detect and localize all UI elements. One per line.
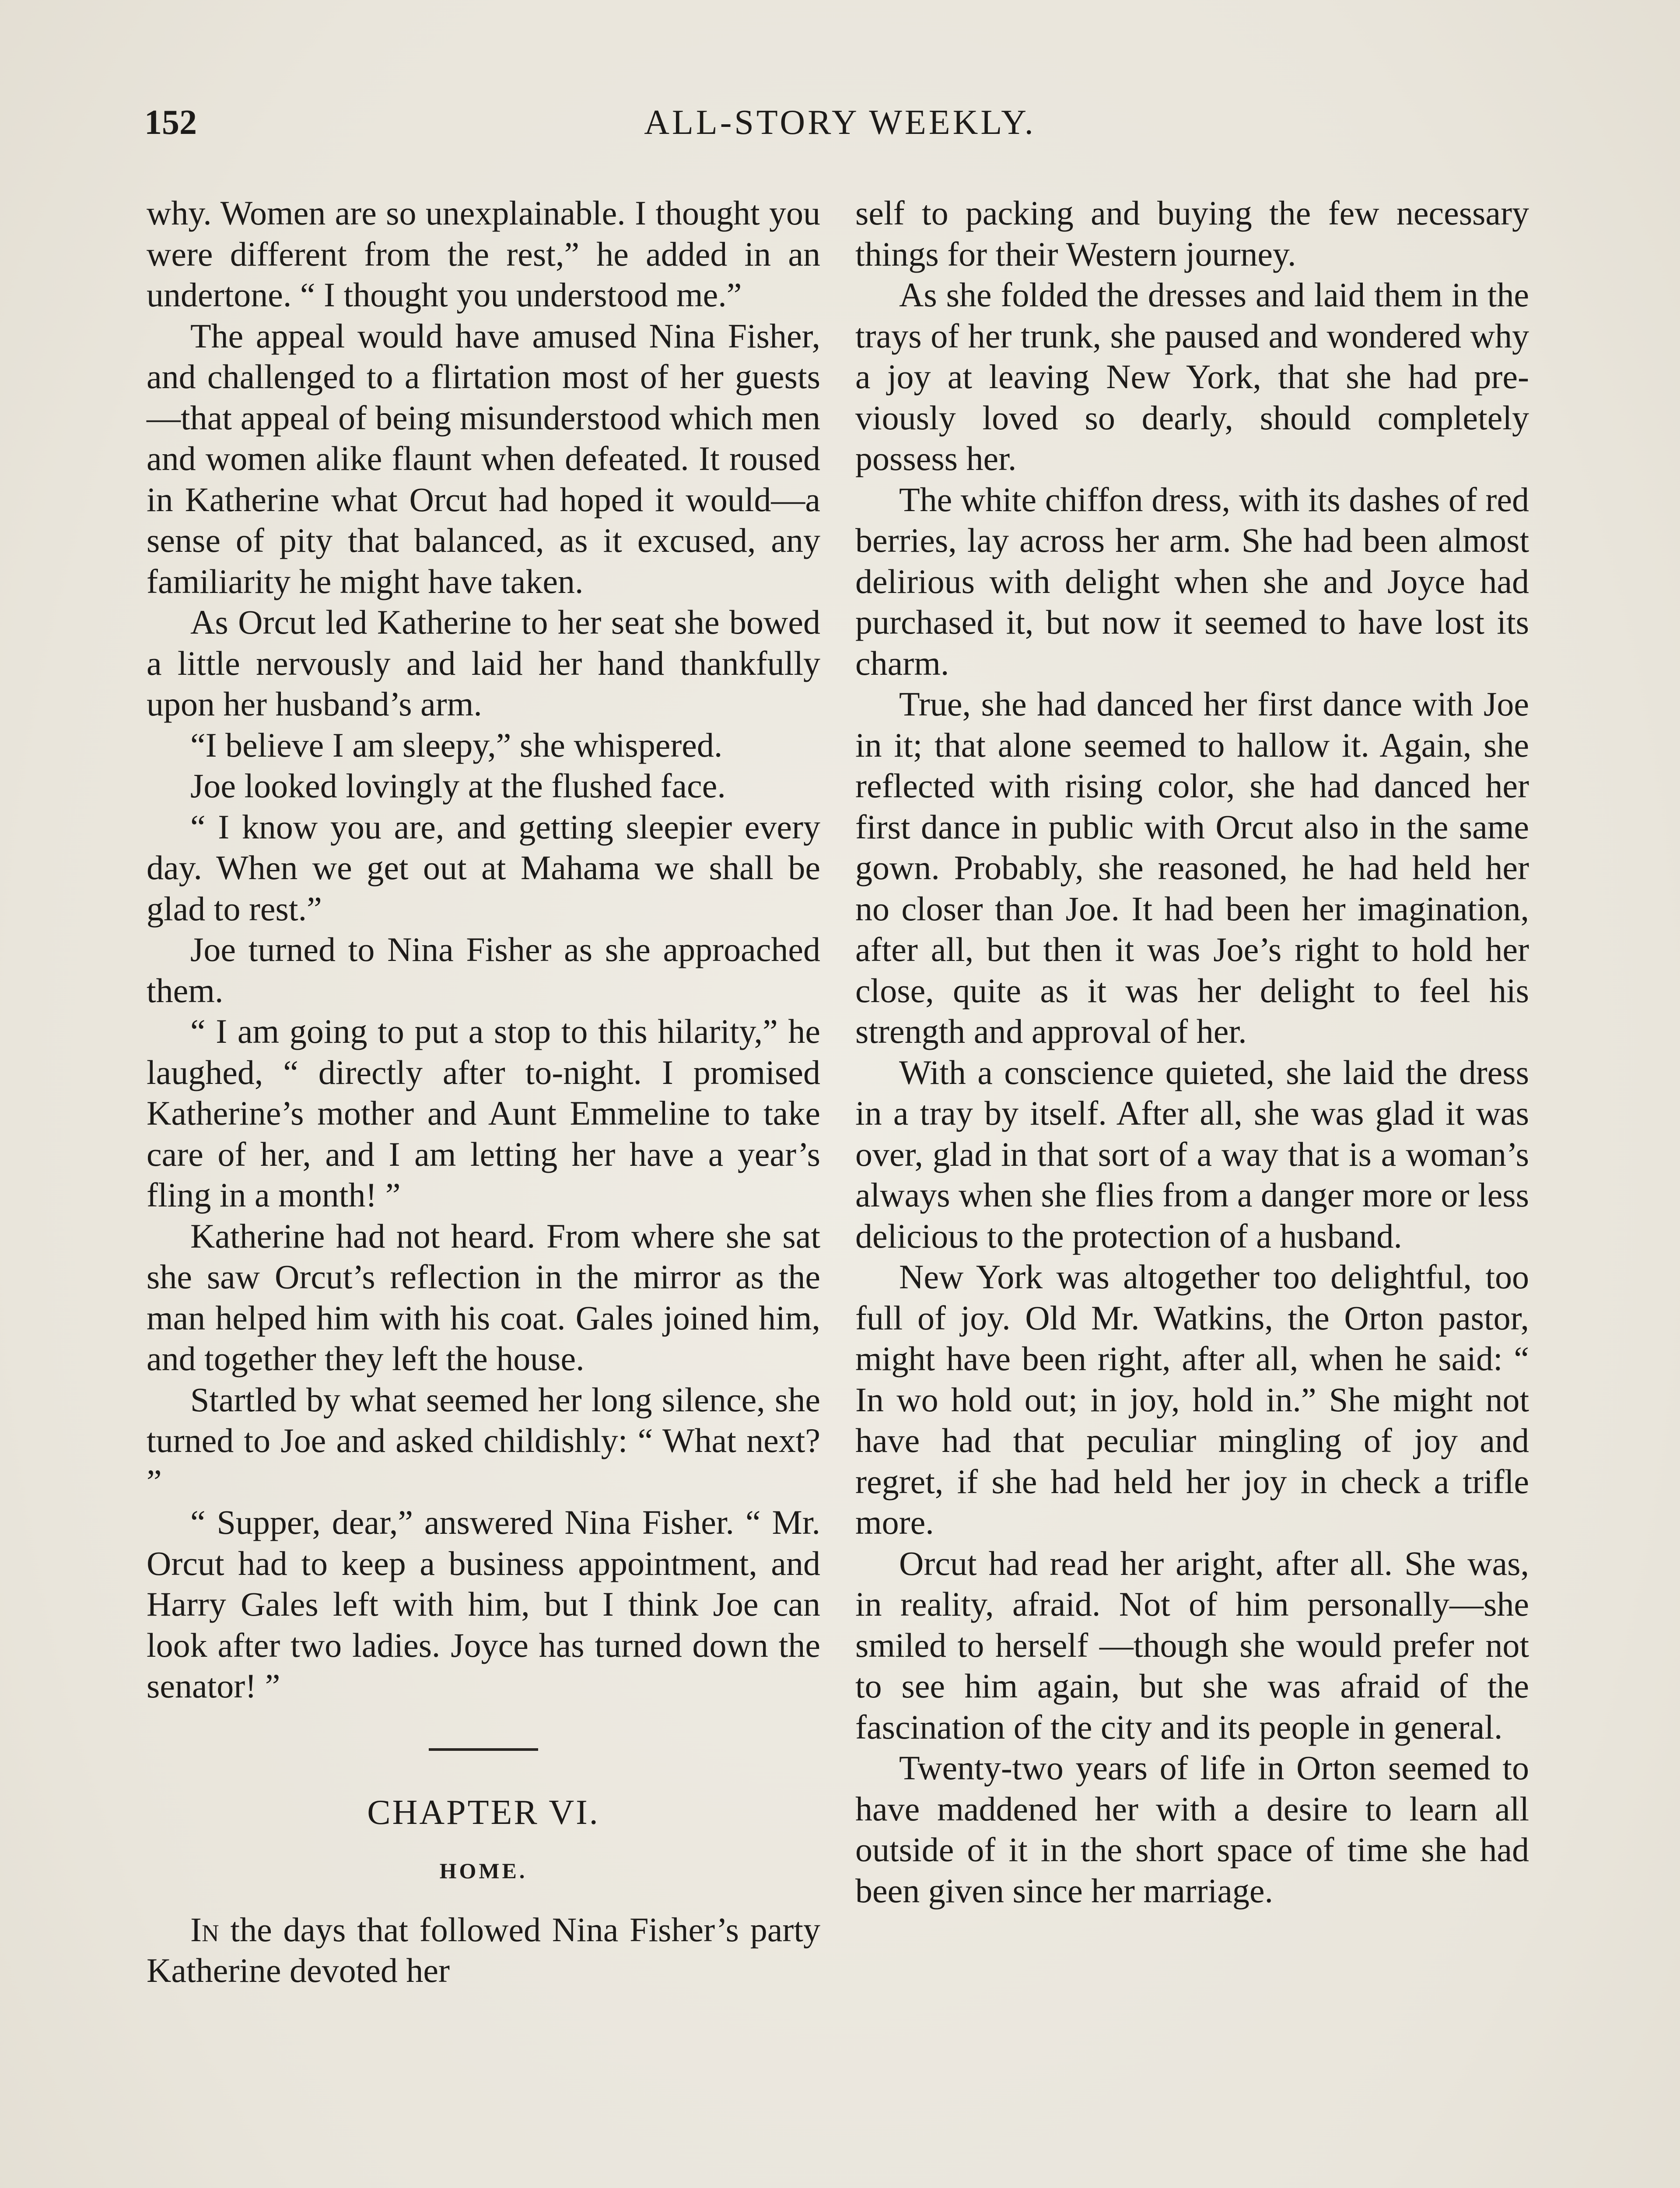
paragraph: Twenty-two years of life in Orton seemed to have maddened her with a desire to learn all outside of it in the short space of time she had been given since her marriage. — [855, 1749, 1529, 1910]
paragraph: The white chiffon dress, with its dashes of red berries, lay across her arm. She had been almost delirious with delight when she and Joyce had purchased it, but now it seemed to have lost its charm. — [855, 480, 1529, 682]
section-divider — [429, 1748, 538, 1751]
chapter-opening-text: the days that followed Nina Fisher’s party Katherine devoted her — [147, 1910, 820, 1989]
page-number: 152 — [144, 103, 197, 142]
paragraph: With a conscience quieted, she laid the dress in a tray by itself. After all, she was glad it was over, glad in that sort of a way that is a woman’s always when she flies from a danger more or less delicious to the protection of a husband. — [855, 1053, 1530, 1255]
paragraph: As Orcut led Katherine to her seat she bowed a little nervously and laid her hand thankfully upon her husband’s arm. — [147, 603, 820, 723]
paragraph: Katherine had not heard. From where she sat she saw Orcut’s reflection in the mirror as the man helped him with his coat. Gales joined him, and together they left the house. — [147, 1217, 820, 1378]
paragraph: “I believe I am sleepy,” she whispered. — [190, 726, 723, 764]
chapter-heading: CHAPTER VI. — [367, 1793, 600, 1832]
running-head: ALL-STORY WEEKLY. — [644, 103, 1036, 142]
right-column — [855, 193, 1529, 1911]
paragraph: Orcut had read her aright, after all. She was, in reality, afraid. Not of him personally—she smiled to herself —though she would prefer not to see him again, but she was afraid of the fascination of the city and its people in general. — [855, 1544, 1529, 1746]
paragraph: New York was altogether too delightful, too full of joy. Old Mr. Watkins, the Orton pastor, might have been right, after all, when he said: “ In wo hold out; in joy, hold in.” She might not have had that peculiar mingling of joy and regret, if she had held her joy in check a trifle more. — [855, 1258, 1529, 1541]
paragraph: Joe turned to Nina Fisher as she approached them. — [147, 930, 820, 1010]
paragraph: “ I am going to put a stop to this hilarity,” he laughed, “ directly after to-night. I promised Katherine’s mother and Aunt Emmeline to take care of her, and I am letting her have a year’s fling in a month! ” — [147, 1012, 820, 1214]
paragraph: “ Supper, dear,” answered Nina Fisher. “ Mr. Orcut had to keep a business appointment, and Harry Gales left with him, but I think Joe can look after two ladies. Joyce has turned down the senator! ” — [147, 1503, 820, 1705]
page-header — [144, 103, 1536, 160]
paragraph: “ I know you are, and getting sleepier every day. When we get out at Mahama we shall be glad to rest.” — [147, 807, 820, 928]
paragraph: Startled by what seemed her long silence, she turned to Joe and asked childishly: “ What next? ” — [147, 1380, 820, 1501]
paragraph: Joe looked lovingly at the flushed face. — [190, 767, 726, 805]
paragraph: As she folded the dresses and laid them in the trays of her trunk, she paused and wondered why a joy at leaving New York, that she had previously loved so dearly, should completely possess her. — [855, 276, 1529, 477]
paragraph: The appeal would have amused Nina Fisher, and challenged to a flirtation most of her guests—that appeal of being misunderstood which men and women alike flaunt when defeated. It roused in Katherine what Orcut had hoped it would—a sense of pity that balanced, as it excused, any familiarity he might have taken. — [147, 316, 820, 600]
paragraph: True, she had danced her first dance with Joe in it; that alone seemed to hallow it. Again, she reflected with rising color, she had danced her first dance in public with Orcut also in the same gown. Probably, she reasoned, he had held her no closer than Joe. It had been her imagination, after all, but then it was Joe’s right to hold her close, quite as it was her delight to feel his strength and approval of her. — [855, 685, 1529, 1050]
paragraph: self to packing and buying the few necessary things for their Western journey. — [855, 194, 1529, 273]
chapter-opening-paragraph — [147, 1909, 820, 1991]
chapter-dropcap: In — [190, 1910, 219, 1949]
chapter-subheading: HOME. — [439, 1858, 528, 1883]
paragraph: why. Women are so unexplainable. I thought you were different from the rest,” he added in an undertone. “ I thought you understood me.” — [147, 194, 820, 314]
left-column — [147, 193, 820, 1991]
